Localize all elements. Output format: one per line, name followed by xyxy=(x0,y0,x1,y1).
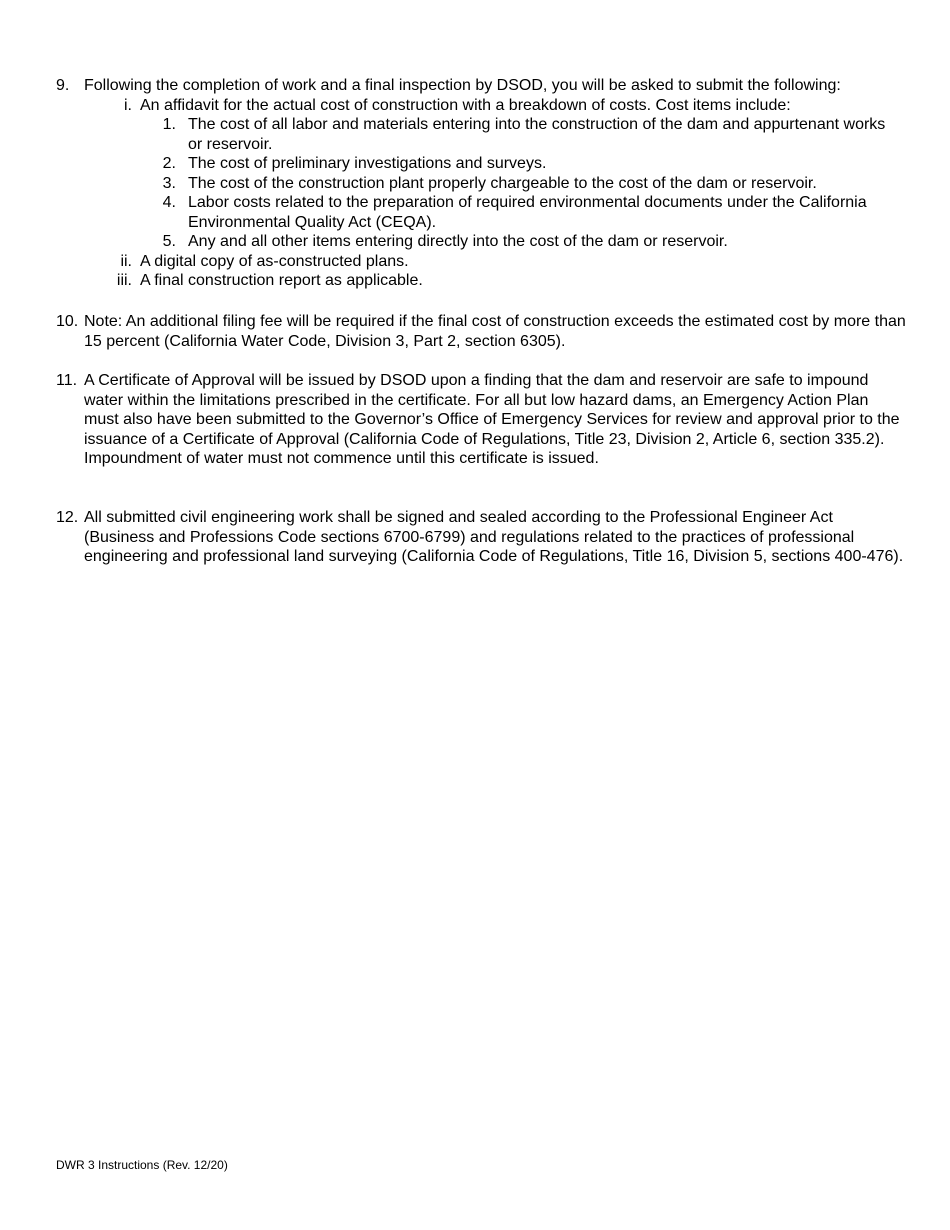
cost-item-number: 1. xyxy=(162,116,176,133)
list-item-11 xyxy=(56,371,906,469)
list-item-number: 12. xyxy=(56,509,79,526)
cost-item-number: 5. xyxy=(162,233,176,250)
sub-item-text: A final construction report as applicable. xyxy=(140,272,423,289)
cost-item-2 xyxy=(56,154,906,174)
page-footer: DWR 3 Instructions (Rev. 12/20) xyxy=(56,1158,228,1172)
sub-item-iii xyxy=(56,271,906,291)
sub-item-text: An affidavit for the actual cost of construction with a breakdown of costs. Cost items include: xyxy=(140,96,791,114)
cost-item-text: Any and all other items entering directly into the cost of the dam or reservoir. xyxy=(188,233,728,250)
sub-item-ii xyxy=(56,252,906,272)
list-item-number: 9. xyxy=(56,77,70,94)
list-item-12 xyxy=(56,508,906,567)
list-item-number: 10. xyxy=(56,313,79,330)
list-item-text: Following the completion of work and a final inspection by DSOD, you will be asked to submit the following: xyxy=(84,77,841,94)
list-item-text: Note: An additional filing fee will be required if the final cost of construction exceeds the estimated cost by more than 15 percent (California Water Code, Division 3, Part 2, section 6305). xyxy=(84,313,906,350)
cost-item-number: 4. xyxy=(162,194,176,211)
list-item-text: All submitted civil engineering work shall be signed and sealed according to the Professional Engineer Act (Business and Professions Code sections 6700-6799) and regulations related to the practices of professional engineering and professional land surveying (California Code of Regulations, Title 16, Division 5, sections 400-476). xyxy=(84,509,904,565)
cost-item-text: The cost of preliminary investigations and surveys. xyxy=(188,155,547,172)
sub-item-i xyxy=(56,96,906,252)
cost-item-1 xyxy=(56,115,906,154)
list-item-10 xyxy=(56,312,906,351)
cost-item-3 xyxy=(56,174,906,194)
list-item-number: 11. xyxy=(56,372,78,389)
cost-item-number: 2. xyxy=(162,155,176,172)
cost-item-5 xyxy=(56,232,906,252)
cost-item-text: Labor costs related to the preparation of required environmental documents under the California Environmental Quality Act (CEQA). xyxy=(188,194,867,231)
cost-item-text: The cost of the construction plant properly chargeable to the cost of the dam or reservoir. xyxy=(188,174,817,192)
sub-item-text: A digital copy of as-constructed plans. xyxy=(140,252,409,270)
cost-item-4 xyxy=(56,193,906,232)
cost-item-number: 3. xyxy=(162,174,176,192)
sub-item-number: ii. xyxy=(120,252,132,270)
sub-item-number: i. xyxy=(124,96,132,114)
sub-item-number: iii. xyxy=(116,272,132,289)
list-item-9 xyxy=(56,76,906,291)
list-item-text: A Certificate of Approval will be issued by DSOD upon a finding that the dam and reservoir are safe to impound water within the limitations prescribed in the certificate. For all but low hazard dams, an Emergency Action Plan must also have been submitted to the Governor’s Office of Emergency Services for review and approval prior to the issuance of a Certificate of Approval (California Code of Regulations, Title 23, Division 2, Article 6, section 335.2). Impoundment of water must not commence until this certificate is issued. xyxy=(84,372,900,467)
cost-item-text: The cost of all labor and materials entering into the construction of the dam and appurtenant works or reservoir. xyxy=(188,116,886,153)
